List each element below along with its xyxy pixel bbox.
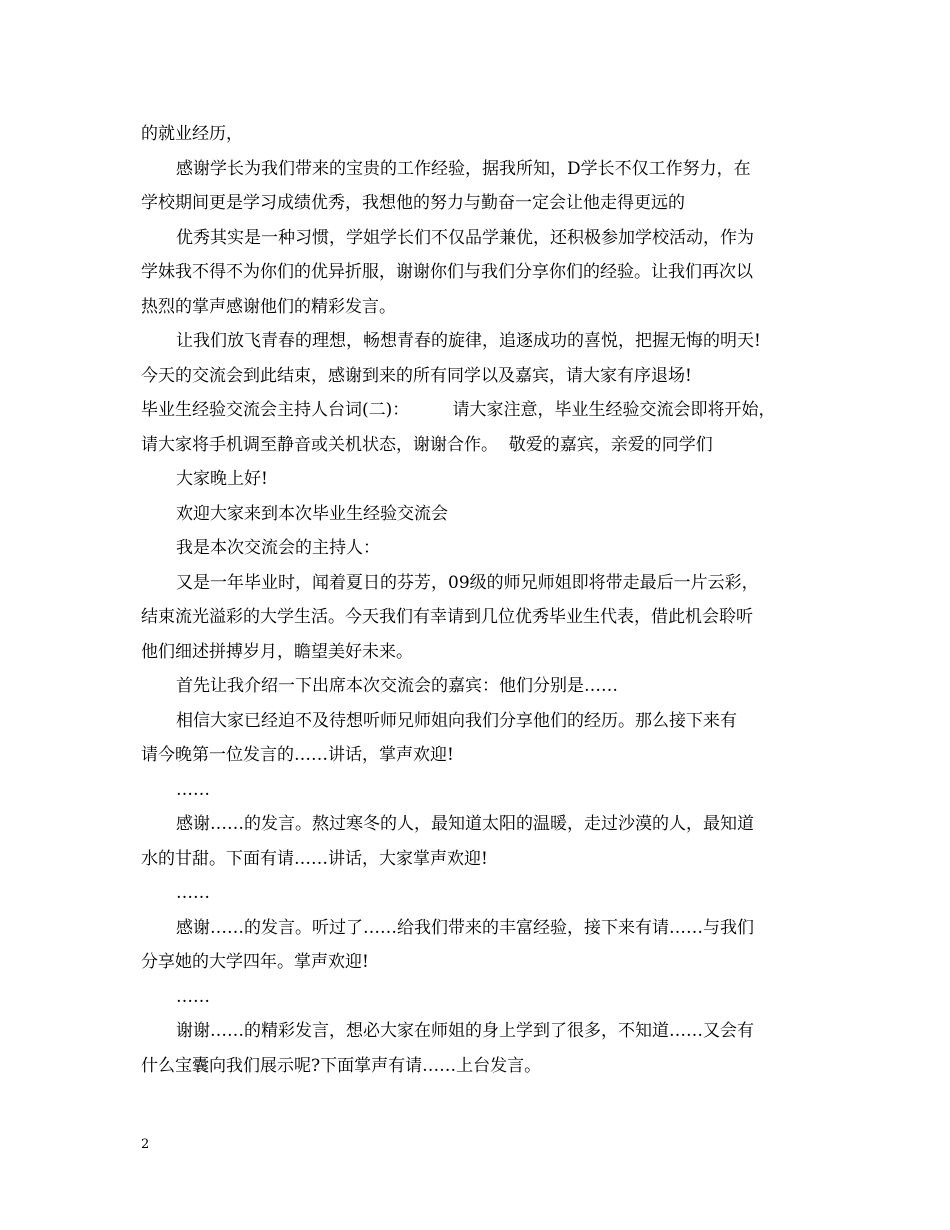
text-line: 欢迎大家来到本次毕业生经验交流会 xyxy=(176,503,448,524)
text-line: 请大家将手机调至静音或关机状态，谢谢合作。 敬爱的嘉宾，亲爱的同学们 xyxy=(141,434,713,455)
text-line: 优秀其实是一种习惯，学姐学长们不仅品学兼优，还积极参加学校活动，作为 xyxy=(176,227,754,248)
text-line: 感谢……的发言。熬过寒冬的人，最知道太阳的温暖，走过沙漠的人，最知道 xyxy=(176,814,754,834)
text-line: 大家晚上好! xyxy=(176,469,268,489)
text-line: 又是一年毕业时，闻着夏日的芬芳，09级的师兄师姐即将带走最后一片云彩， xyxy=(176,572,759,593)
text-line: 谢谢……的精彩发言，想必大家在师姐的身上学到了很多，不知道……又会有 xyxy=(176,1021,754,1041)
text-line: 学校期间更是学习成绩优秀，我想他的努力与勤奋一定会让他走得更远的 xyxy=(141,193,685,213)
text-line: 请今晚第一位发言的……讲话，掌声欢迎! xyxy=(141,745,454,765)
ellipsis-line: …… xyxy=(176,883,210,903)
text-line: 感谢学长为我们带来的宝贵的工作经验，据我所知，D学长不仅工作努力，在 xyxy=(176,158,751,179)
text-line: 让我们放飞青春的理想，畅想青春的旋律，追逐成功的喜悦，把握无悔的明天! xyxy=(176,331,761,351)
document-body xyxy=(141,117,813,1083)
text-line: 我是本次交流会的主持人： xyxy=(176,538,380,558)
text-line: 分享她的大学四年。掌声欢迎! xyxy=(141,952,369,972)
page-number: 2 xyxy=(141,1137,150,1152)
text-line: 什么宝囊向我们展示呢?下面掌声有请……上台发言。 xyxy=(141,1055,542,1076)
text-line: 结束流光溢彩的大学生活。今天我们有幸请到几位优秀毕业生代表，借此机会聆听 xyxy=(141,607,753,627)
text-line: 感谢……的发言。听过了……给我们带来的丰富经验，接下来有请……与我们 xyxy=(176,917,754,938)
text-line: 今天的交流会到此结束，感谢到来的所有同学以及嘉宾，请大家有序退场! xyxy=(141,365,692,386)
text-line: 学妹我不得不为你们的优异折服，谢谢你们与我们分享你们的经验。让我们再次以 xyxy=(141,262,753,282)
ellipsis-line: …… xyxy=(176,986,210,1007)
text-line: 相信大家已经迫不及待想听师兄师姐向我们分享他们的经历。那么接下来有 xyxy=(176,710,737,731)
ellipsis-line: …… xyxy=(176,779,210,800)
section-heading-line: 毕业生经验交流会主持人台词(二)： 请大家注意，毕业生经验交流会即将开始， xyxy=(141,400,776,420)
text-line: 的就业经历， xyxy=(141,124,243,144)
text-line: 他们细述拼搏岁月，瞻望美好未来。 xyxy=(141,641,413,662)
text-line: 水的甘甜。下面有请……讲话，大家掌声欢迎! xyxy=(141,848,488,869)
text-line: 首先让我介绍一下出席本次交流会的嘉宾：他们分别是…… xyxy=(176,676,618,696)
text-line: 热烈的掌声感谢他们的精彩发言。 xyxy=(141,296,396,317)
